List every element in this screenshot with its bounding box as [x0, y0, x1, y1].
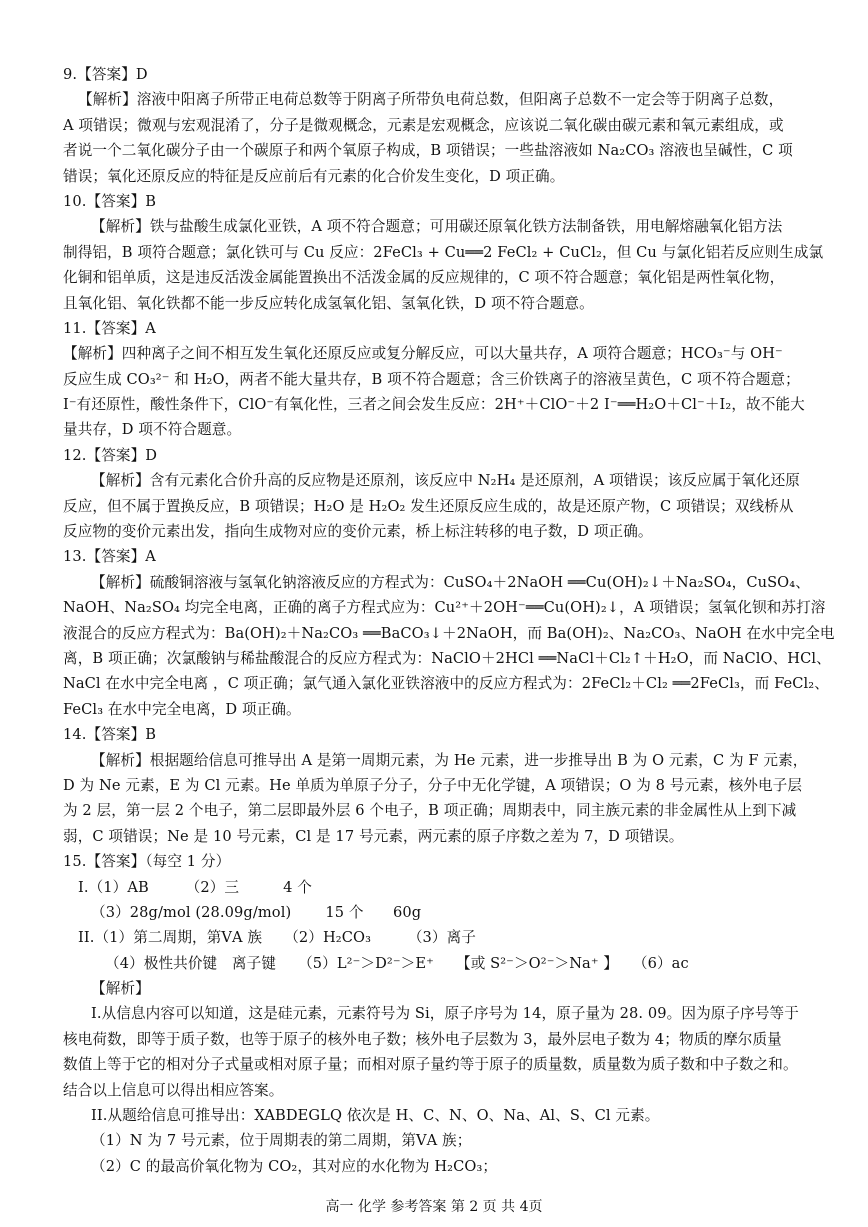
text-line: 9.【答案】D	[63, 66, 148, 83]
text-line: （3）28g/mol (28.09g/mol) 15 个 60g	[91, 903, 422, 921]
text-line: 量共存，D 项不符合题意。	[63, 421, 242, 439]
text-line: 【解析】硫酸铜溶液与氢氧化钠溶液反应的方程式为：CuSO₄＋2NaOH ══Cu(OH)₂↓＋Na₂SO₄，CuSO₄、	[91, 573, 810, 591]
text-line: 【解析】溶液中阳离子所带正电荷总数等于阴离子所带负电荷总数，但阳离子总数不一定会等于阴离子总数，	[78, 91, 784, 109]
answer-body	[63, 62, 835, 1179]
text-line: 反应，但不属于置换反应，B 项错误；H₂O 是 H₂O₂ 发生还原反应生成的，故是还原产物，C 项错误；双线桥从	[63, 497, 794, 515]
text-line: 11.【答案】A	[63, 319, 156, 337]
text-line: I⁻有还原性，酸性条件下，ClO⁻有氧化性，三者之间会发生反应：2H⁺＋ClO⁻＋2 I⁻══H₂O＋Cl⁻＋I₂，故不能大	[63, 396, 805, 414]
text-line: 反应生成 CO₃²⁻ 和 H₂O，两者不能大量共存，B 项不符合题意；含三价铁离子的溶液呈黄色，C 项不符合题意；	[63, 370, 800, 388]
text-line: 制得铝，B 项符合题意；氯化铁可与 Cu 反应：2FeCl₃ + Cu══2 FeCl₂ + CuCl₂，但 Cu 与氯化铝若反应则生成氯	[63, 243, 824, 261]
text-line: 弱，C 项错误；Ne 是 10 号元素，Cl 是 17 号元素，两元素的原子序数之差为 7，D 项错误。	[63, 827, 684, 845]
text-line: 【解析】含有元素化合价升高的反应物是还原剂，该反应中 N₂H₄ 是还原剂，A 项错误；该反应属于氧化还原	[91, 472, 800, 490]
text-line: 【解析】	[91, 980, 150, 998]
text-line: 13.【答案】A	[63, 548, 156, 566]
text-line: 者说一个二氧化碳分子由一个碳原子和两个氧原子构成，B 项错误；一些盐溶液如 Na₂CO₃ 溶液也呈碱性，C 项	[63, 142, 793, 160]
text-line: 结合以上信息可以得出相应答案。	[63, 1081, 284, 1099]
text-line: D 为 Ne 元素，E 为 Cl 元素。He 单质为单原子分子，分子中无化学键，A 项错误；O 为 8 号元素，核外电子层	[63, 776, 803, 794]
text-line: NaCl 在水中完全电离 ，C 项正确；氯气通入氯化亚铁溶液中的反应方程式为：2FeCl₂＋Cl₂ ══2FeCl₃，而 FeCl₂、	[63, 675, 829, 693]
text-line: 且氧化铝、氧化铁都不能一步反应转化成氢氧化铝、氢氧化铁，D 项不符合题意。	[63, 294, 594, 312]
text-line: （2）C 的最高价氧化物为 CO₂，其对应的水化物为 H₂CO₃；	[91, 1157, 498, 1175]
text-line: 为 2 层，第一层 2 个电子，第二层即最外层 6 个电子，B 项正确；周期表中，同主族元素的非金属性从上到下减	[63, 802, 797, 820]
text-line: 反应物的变价元素出发，指向生成物对应的变价元素，桥上标注转移的电子数，D 项正确。	[63, 523, 653, 541]
page-footer: 高一 化学 参考答案 第 2 页 共 4页	[325, 1199, 543, 1215]
text-line: I.（1）AB （2）三 4 个	[78, 878, 312, 896]
text-line: 数值上等于它的相对分子式量或相对原子量；而相对原子量约等于原子的质量数，质量数为质子数和中子数之和。	[63, 1056, 798, 1074]
text-line: 10.【答案】B	[63, 192, 157, 210]
text-line: II.从题给信息可推导出：XABDEGLQ 依次是 H、C、N、O、Na、Al、S、Cl 元素。	[91, 1107, 660, 1125]
text-line: （1）N 为 7 号元素，位于周期表的第二周期，第ⅤA 族；	[91, 1132, 472, 1150]
text-line: 【解析】铁与盐酸生成氯化亚铁，A 项不符合题意；可用碳还原氧化铁方法制备铁，用电解熔融氧化铝方法	[91, 218, 783, 236]
text-line: 错误；氧化还原反应的特征是反应前后有元素的化合价发生变化，D 项正确。	[63, 167, 565, 185]
text-line: A 项错误；微观与宏观混淆了，分子是微观概念，元素是宏观概念，应该说二氧化碳由碳元素和氧元素组成，或	[63, 116, 784, 134]
text-line: 14.【答案】B	[63, 726, 157, 744]
text-line: 化铜和铝单质，这是违反活泼金属能置换出不活泼金属的反应规律的，C 项不符合题意；氧化铝是两性氧化物，	[63, 269, 785, 287]
text-line: II.（1）第二周期，第ⅤA 族 （2）H₂CO₃ （3）离子	[78, 929, 476, 947]
text-line: 液混合的反应方程式为：Ba(OH)₂＋Na₂CO₃ ══BaCO₃↓＋2NaOH，而 Ba(OH)₂、Na₂CO₃、NaOH 在水中完全电	[63, 624, 835, 642]
text-line: 核电荷数，即等于质子数，也等于原子的核外电子数；核外电子层数为 3，最外层电子数为 4；物质的摩尔质量	[63, 1030, 782, 1048]
text-line: 【解析】四种离子之间不相互发生氧化还原反应或复分解反应，可以大量共存，A 项符合题意；HCO₃⁻与 OH⁻	[63, 345, 783, 363]
text-line: （4）极性共价键 离子键 （5）L²⁻＞D²⁻＞E⁺ 【或 S²⁻＞O²⁻＞Na⁺ 】 （6）ac	[105, 954, 689, 972]
text-line: 离，B 项正确；次氯酸钠与稀盐酸混合的反应方程式为：NaClO＋2HCl ══NaCl＋Cl₂↑＋H₂O，而 NaClO、HCl、	[63, 649, 831, 667]
text-line: FeCl₃ 在水中完全电离，D 项正确。	[63, 700, 301, 718]
text-line: 15.【答案】（每空 1 分）	[63, 853, 231, 871]
text-line: I.从信息内容可以知道，这是硅元素，元素符号为 Si，原子序号为 14，原子量为 28. 09。因为原子序号等于	[91, 1005, 799, 1023]
text-line: 12.【答案】D	[63, 446, 158, 464]
text-line: 【解析】根据题给信息可推导出 A 是第一周期元素，为 He 元素，进一步推导出 B 为 O 元素，C 为 F 元素，	[91, 751, 808, 769]
text-line: NaOH、Na₂SO₄ 均完全电离，正确的离子方程式应为：Cu²⁺＋2OH⁻══Cu(OH)₂↓，A 项错误；氢氧化钡和苏打溶	[63, 599, 826, 617]
